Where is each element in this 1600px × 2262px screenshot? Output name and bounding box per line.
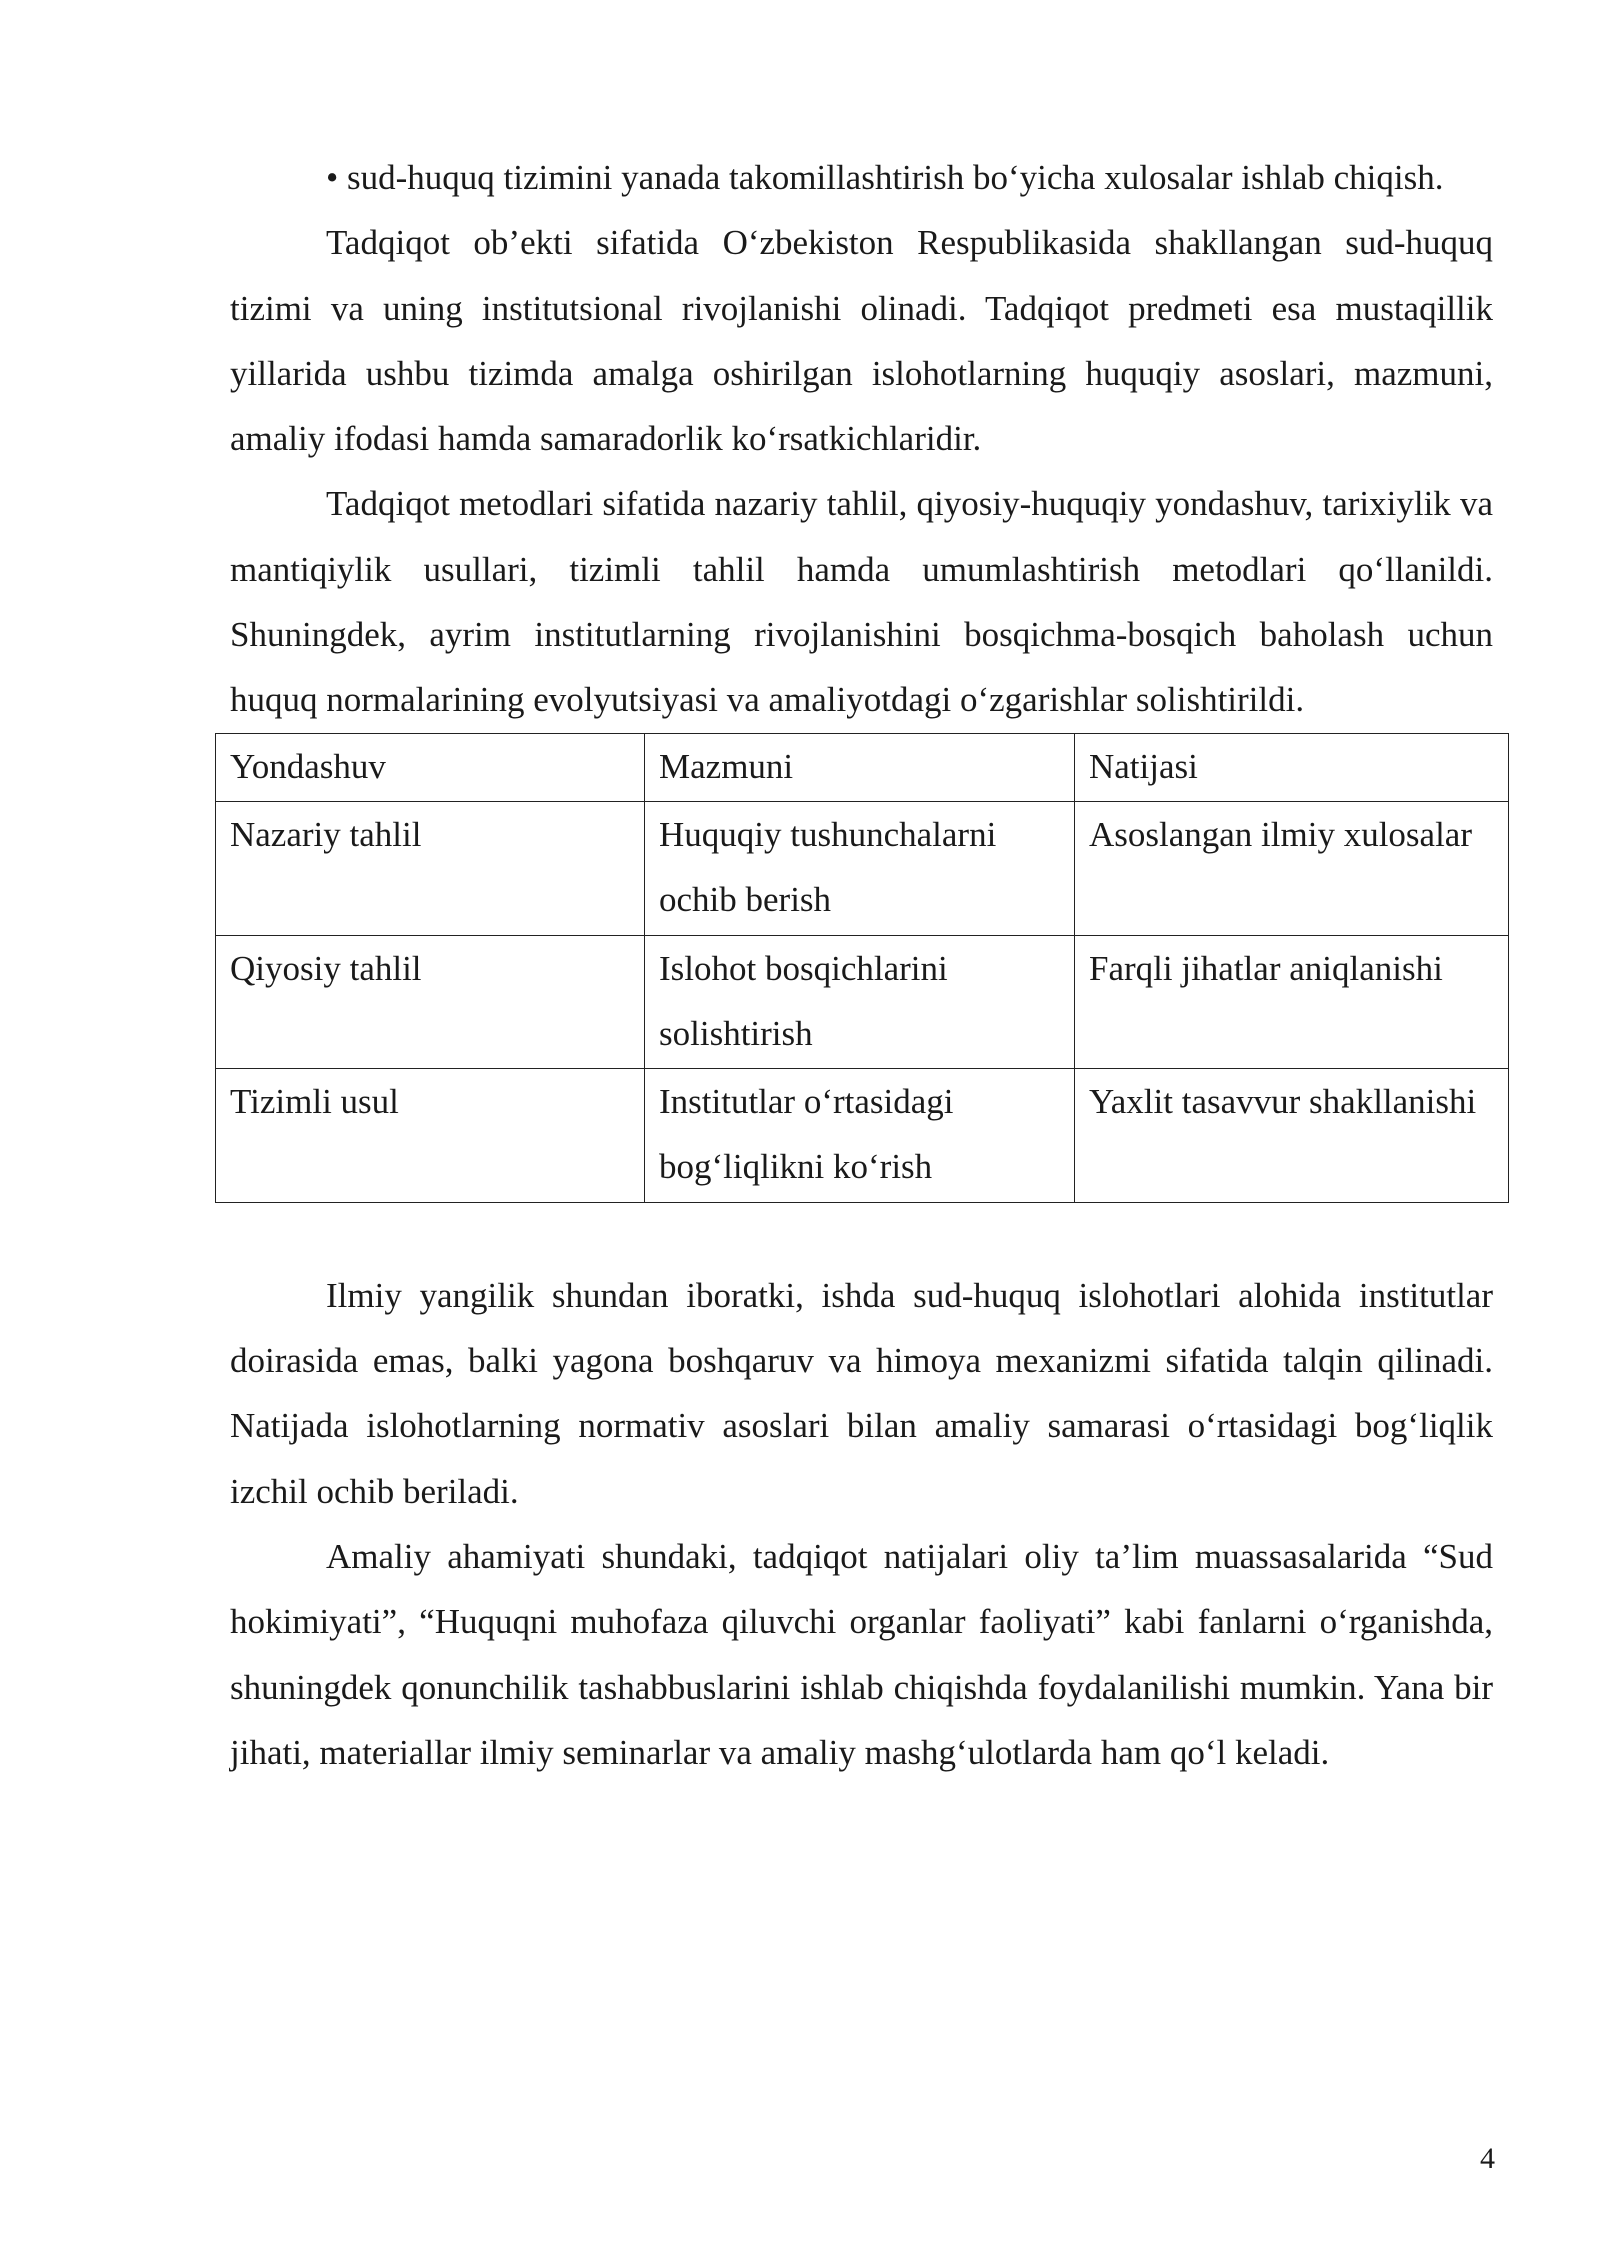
table-header-cell: Natijasi [1075,733,1509,801]
table-cell: Farqli jihatlar aniqlanishi [1075,935,1509,1069]
table-header-cell: Mazmuni [645,733,1075,801]
table-cell: Huquqiy tushunchalarni ochib berish [645,801,1075,935]
table-cell: Nazariy tahlil [216,801,645,935]
table-header-row [216,733,1509,801]
table-cell: Qiyosiy tahlil [216,935,645,1069]
table-header-cell: Yondashuv [216,733,645,801]
practical-significance-paragraph: Amaliy ahamiyati shundaki, tadqiqot natijalari oliy ta’lim muassasalarida “Sud hokimiyati”, “Huquqni muhofaza qiluvchi organlar faoliyati” kabi fanlarni o‘rganishda, shuningdek qonunchilik tashabbuslarini ishlab chiqishda foydalanilishi mumkin. Yana bir jihati, materiallar ilmiy seminarlar va amaliy mashg‘ulotlarda ham qo‘l keladi. [230,1536,1493,1772]
research-object-paragraph: Tadqiqot ob’ekti sifatida O‘zbekiston Respublikasida shakllangan sud-huquq tizimi va uning institutsional rivojlanishi olinadi. Tadqiqot predmeti esa mustaqillik yillarida ushbu tizimda amalga oshirilgan islohotlarning huquqiy asoslari, mazmuni, amaliy ifodasi hamda samaradorlik ko‘rsatkichlaridir. [230,223,1493,459]
table-cell: Yaxlit tasavvur shakllanishi [1075,1069,1509,1203]
table-row [216,935,1509,1069]
page-number: 4 [1480,2142,1495,2175]
table-cell: Tizimli usul [216,1069,645,1203]
table-cell: Asoslangan ilmiy xulosalar [1075,801,1509,935]
methods-table [215,733,1509,1203]
scientific-novelty-paragraph: Ilmiy yangilik shundan iboratki, ishda sud-huquq islohotlari alohida institutlar doirasida emas, balki yagona boshqaruv va himoya mexanizmi sifatida talqin qilinadi. Natijada islohotlarning normativ asoslari bilan amaliy samarasi o‘rtasidagi bog‘liqlik izchil ochib beriladi. [230,1275,1493,1511]
document-page [230,145,1493,1785]
table-cell: Institutlar o‘rtasidagi bog‘liqlikni ko‘rish [645,1069,1075,1203]
table-row [216,1069,1509,1203]
bullet-paragraph: • sud-huquq tizimini yanada takomillashtirish bo‘yicha xulosalar ishlab chiqish. [326,158,1444,197]
table-row [216,801,1509,935]
research-methods-paragraph: Tadqiqot metodlari sifatida nazariy tahlil, qiyosiy-huquqiy yondashuv, tarixiylik va mantiqiylik usullari, tizimli tahlil hamda umumlashtirish metodlari qo‘llanildi. Shuningdek, ayrim institutlarning rivojlanishini bosqichma-bosqich baholash uchun huquq normalarining evolyutsiyasi va amaliyotdagi o‘zgarishlar solishtirildi. [230,484,1493,720]
table-cell: Islohot bosqichlarini solishtirish [645,935,1075,1069]
